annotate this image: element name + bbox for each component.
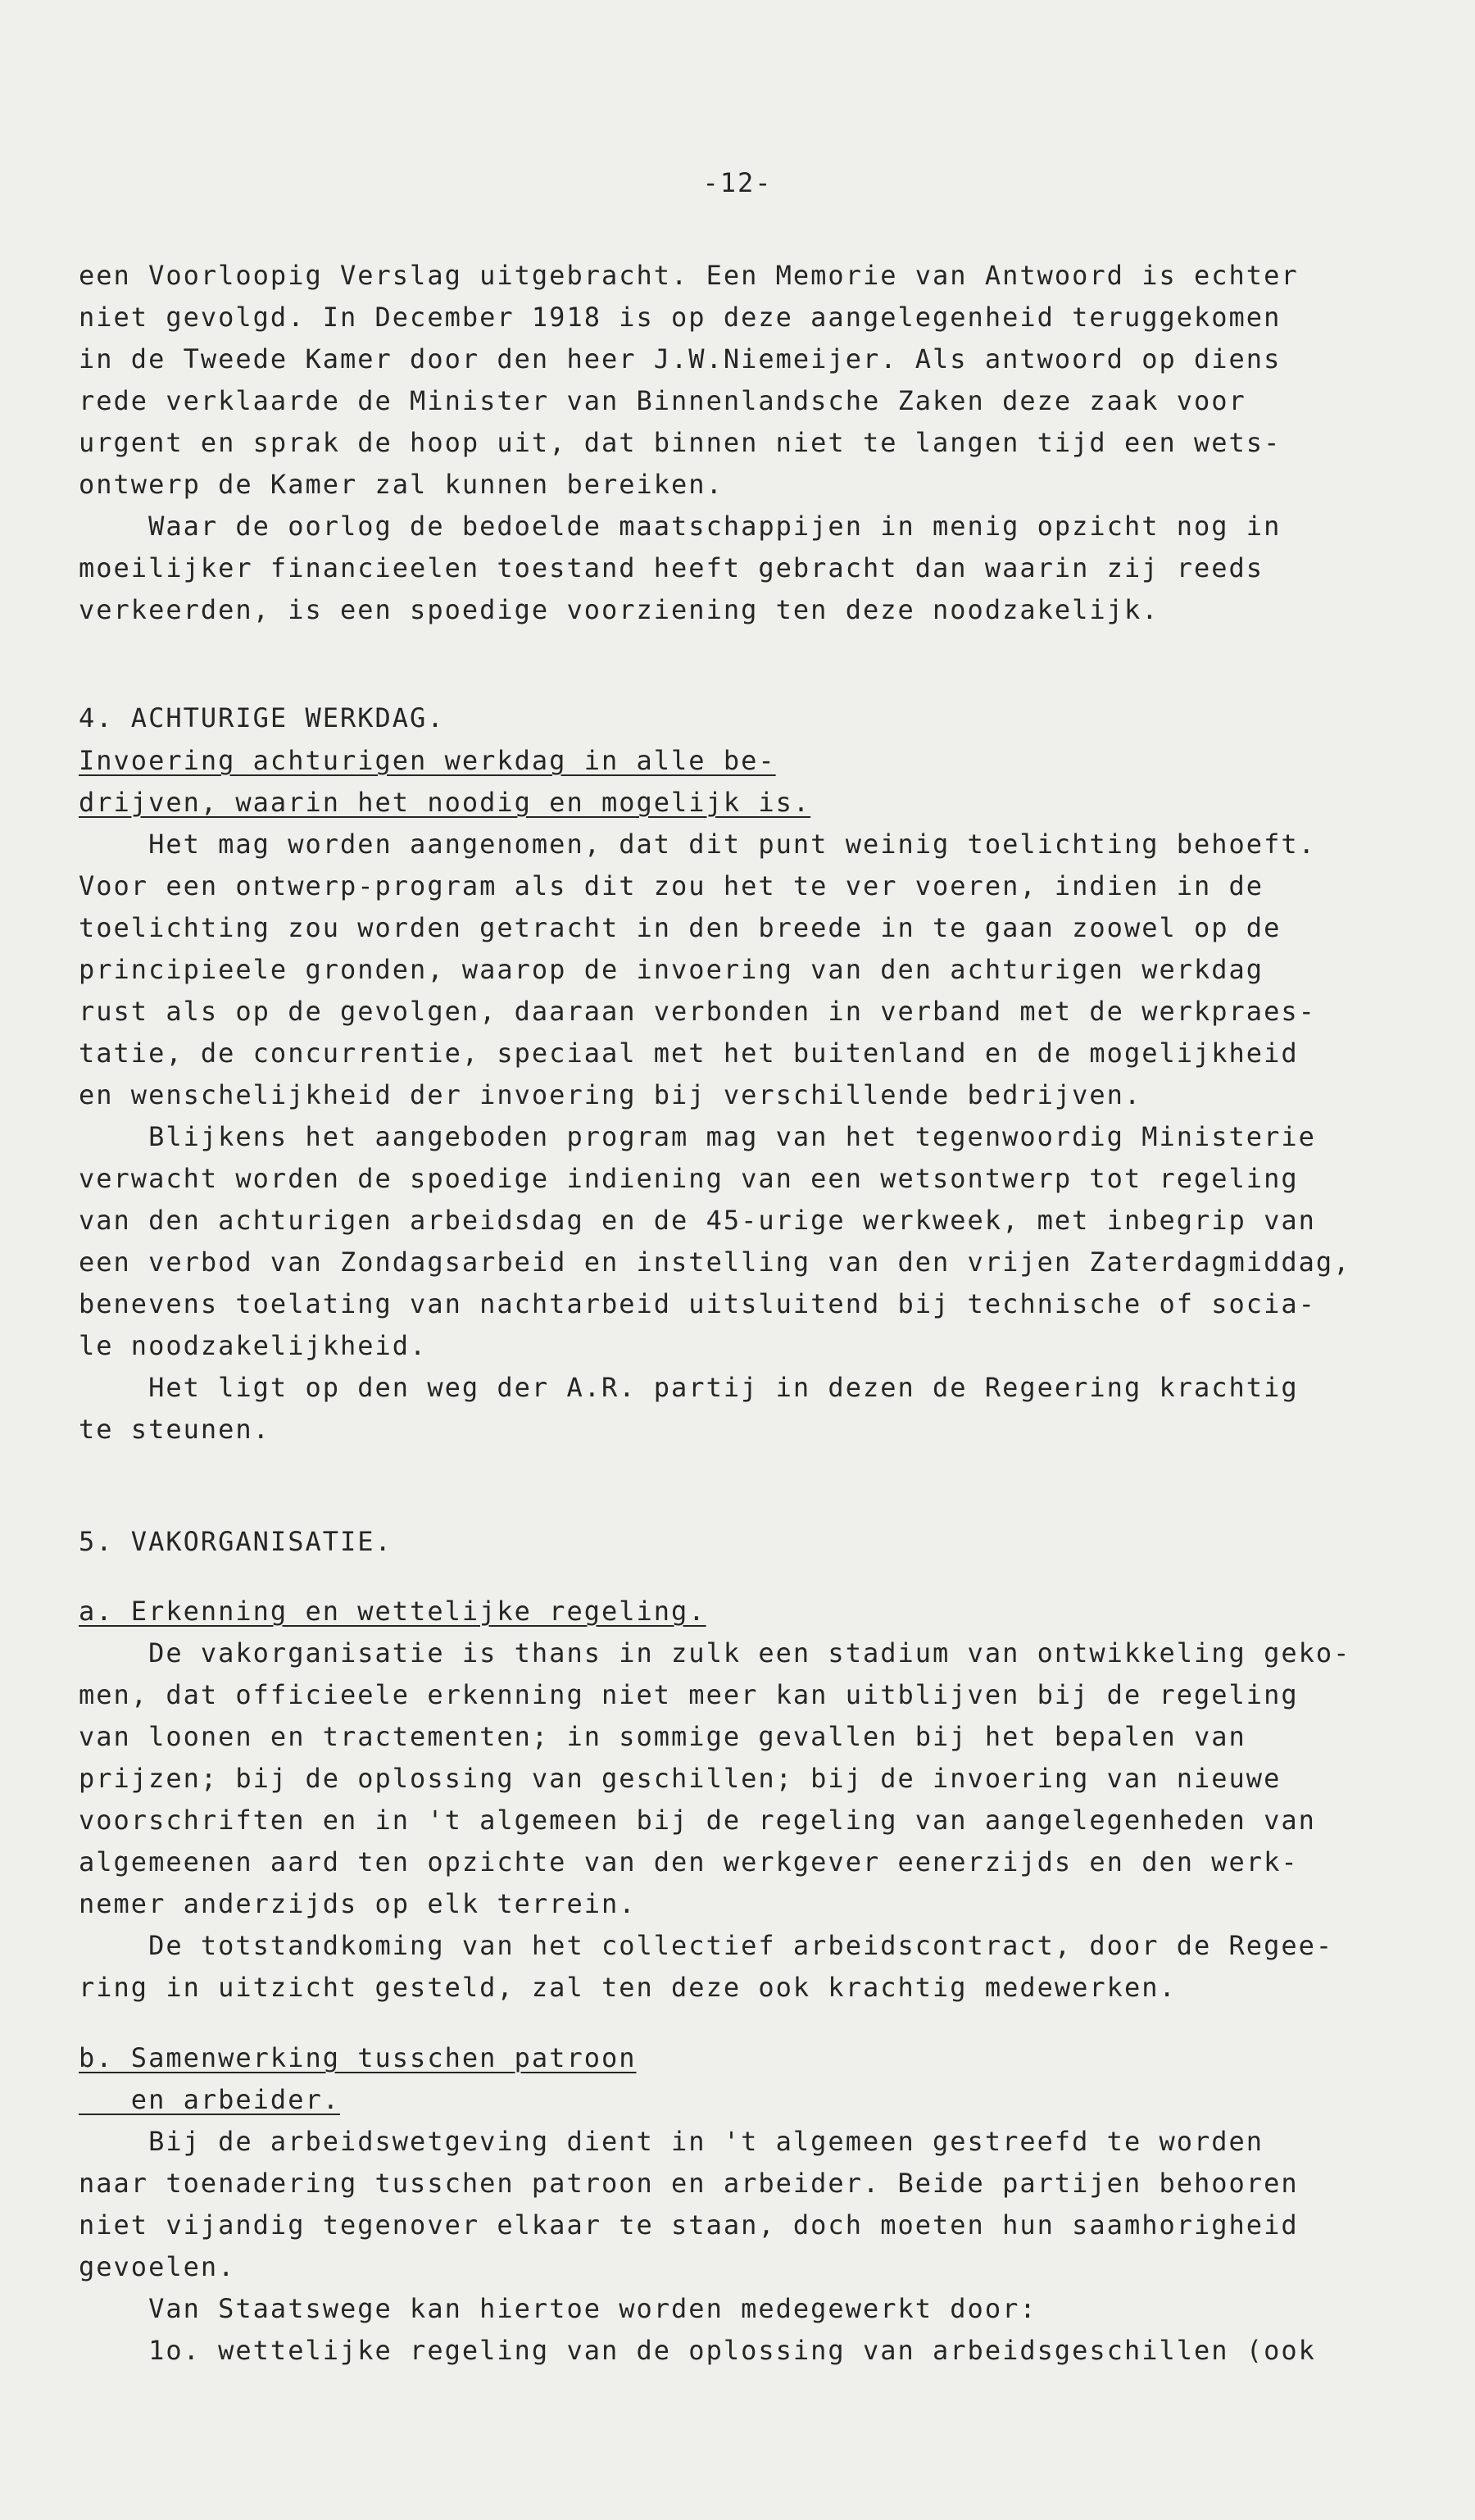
text-line: Waar de oorlog de bedoelde maatschappijen in menig opzicht nog in: [79, 511, 1282, 542]
text-line: ring in uitzicht gesteld, zal ten deze ook krachtig medewerken.: [79, 1972, 1177, 2003]
subsection-heading: a. Erkenning en wettelijke regeling.: [79, 1596, 706, 1627]
text-line: voorschriften en in 't algemeen bij de regeling van aangelegenheden van: [79, 1805, 1316, 1836]
text-line: principieele gronden, waarop de invoering van den achturigen werkdag: [79, 954, 1264, 985]
text-line: rust als op de gevolgen, daaraan verbonden in verband met de werkpraes-: [79, 996, 1316, 1027]
text-line: le noodzakelijkheid.: [79, 1330, 428, 1361]
text-line: tatie, de concurrentie, speciaal met het buitenland en de mogelijkheid: [79, 1038, 1299, 1069]
text-line: Bij de arbeidswetgeving dient in 't algemeen gestreefd te worden: [79, 2126, 1264, 2157]
text-line: 1o. wettelijke regeling van de oplossing van arbeidsgeschillen (ook: [79, 2335, 1316, 2366]
text-line: Blijkens het aangeboden program mag van het tegenwoordig Ministerie: [79, 1121, 1316, 1152]
section-subheading: drijven, waarin het noodig en mogelijk is.: [79, 787, 811, 818]
text-line: een Voorloopig Verslag uitgebracht. Een Memorie van Antwoord is echter: [79, 260, 1299, 291]
text-line: De totstandkoming van het collectief arbeidscontract, door de Regee-: [79, 1930, 1334, 1961]
text-line: moeilijker financieelen toestand heeft gebracht dan waarin zij reeds: [79, 552, 1264, 583]
text-line: Voor een ontwerp-program als dit zou het te ver voeren, indien in de: [79, 870, 1264, 901]
text-line: van loonen en tractementen; in sommige gevallen bij het bepalen van: [79, 1721, 1246, 1752]
subsection-heading: en arbeider.: [79, 2084, 340, 2115]
text-line: verwacht worden de spoedige indiening van een wetsontwerp tot regeling: [79, 1163, 1299, 1194]
text-line: niet vijandig tegenover elkaar te staan, doch moeten hun saamhorigheid: [79, 2209, 1299, 2241]
text-line: Van Staatswege kan hiertoe worden medegewerkt door:: [79, 2293, 1037, 2324]
text-line: De vakorganisatie is thans in zulk een stadium van ontwikkeling geko-: [79, 1637, 1351, 1669]
text-line: naar toenadering tusschen patroon en arbeider. Beide partijen behooren: [79, 2168, 1299, 2199]
text-line: men, dat officieele erkenning niet meer kan uitblijven bij de regeling: [79, 1679, 1299, 1710]
section-subheading: Invoering achturigen werkdag in alle be-: [79, 745, 776, 776]
text-line: en wenschelijkheid der invoering bij verschillende bedrijven.: [79, 1079, 1142, 1110]
section-heading: 5. VAKORGANISATIE.: [79, 1526, 393, 1557]
text-line: prijzen; bij de oplossing van geschillen; bij de invoering van nieuwe: [79, 1763, 1282, 1794]
text-line: urgent en sprak de hoop uit, dat binnen niet te langen tijd een wets-: [79, 427, 1282, 458]
text-line: toelichting zou worden getracht in den breede in te gaan zoowel op de: [79, 912, 1282, 943]
text-line: Het ligt op den weg der A.R. partij in dezen de Regeering krachtig: [79, 1372, 1299, 1403]
text-line: in de Tweede Kamer door den heer J.W.Niemeijer. Als antwoord op diens: [79, 343, 1282, 375]
text-line: te steunen.: [79, 1414, 270, 1445]
subsection-heading: b. Samenwerking tusschen patroon: [79, 2042, 637, 2073]
text-line: rede verklaarde de Minister van Binnenlandsche Zaken deze zaak voor: [79, 385, 1246, 416]
section-heading: 4. ACHTURIGE WERKDAG.: [79, 702, 445, 733]
text-line: een verbod van Zondagsarbeid en instelling van den vrijen Zaterdagmiddag,: [79, 1246, 1351, 1278]
text-line: benevens toelating van nachtarbeid uitsluitend bij technische of socia-: [79, 1288, 1316, 1319]
text-line: niet gevolgd. In December 1918 is op deze aangelegenheid teruggekomen: [79, 302, 1282, 333]
text-line: gevoelen.: [79, 2251, 236, 2282]
page-number: -12-: [702, 167, 773, 198]
text-line: van den achturigen arbeidsdag en de 45-urige werkweek, met inbegrip van: [79, 1205, 1316, 1236]
text-line: algemeenen aard ten opzichte van den werkgever eenerzijds en den werk-: [79, 1846, 1299, 1878]
text-line: verkeerden, is een spoedige voorziening ten deze noodzakelijk.: [79, 594, 1160, 625]
text-line: Het mag worden aangenomen, dat dit punt weinig toelichting behoeft.: [79, 829, 1316, 860]
text-line: nemer anderzijds op elk terrein.: [79, 1888, 637, 1919]
text-line: ontwerp de Kamer zal kunnen bereiken.: [79, 469, 724, 500]
